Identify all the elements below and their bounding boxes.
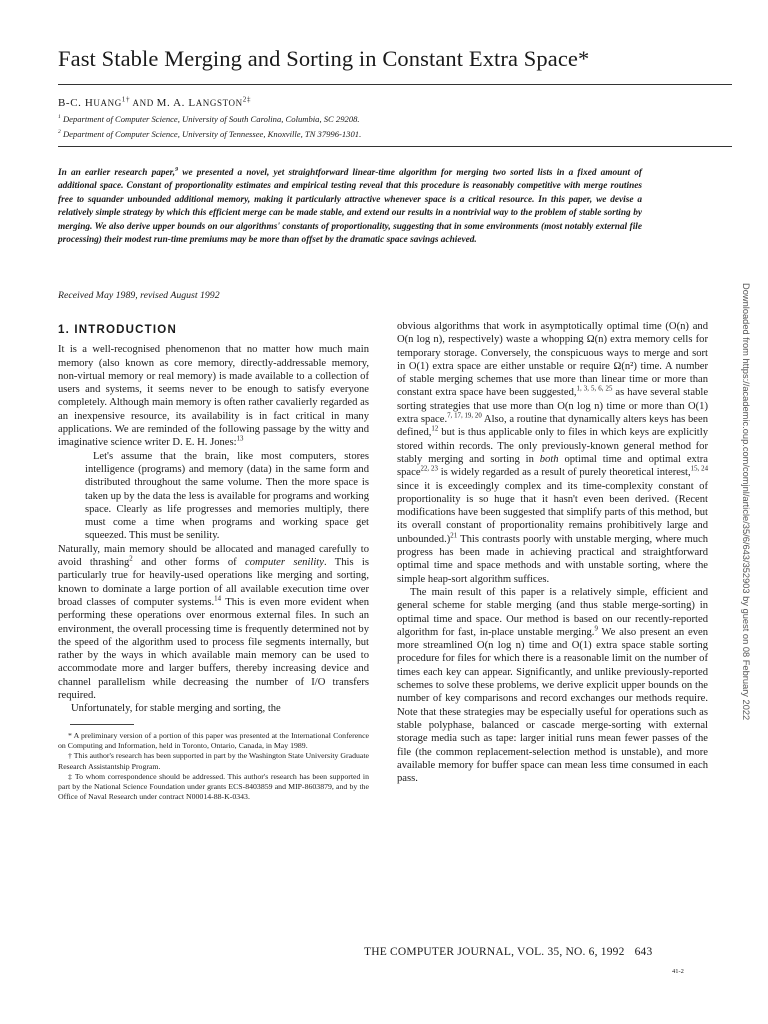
intro-p1-text: It is a well-recognised phenomenon that no matter how much main memory (also known as core memory, directly-addressable memory, non-virtual memory or real memory) is made available to a collection of users and systems, it seems never to be enough to satisfy everyone completely. Although main memory is often rather cavalierly regarded as an inexpensive resource, its availability is in fact critical in many applications. We are reminded of the following passage by the witty and imaginative science writer D. E. H. Jones: (58, 344, 369, 449)
footnote-2: † This author's research has been supported in part by the Washington State University Graduate Research Assistantship Program. (58, 751, 369, 771)
affiliation-1-text: Department of Computer Science, University of South Carolina, Columbia, SC 29208. (60, 114, 360, 124)
right-p2-text-1: The main result of this paper is a relatively simple, efficient and general scheme for stable merging (and thus stable merge-sorting) in optimal time and space. Our method is based on our recently-reported algorithm for fast, in-place unstable merging. (397, 586, 708, 638)
intro-paragraph-1 (58, 343, 369, 449)
title-rule (58, 84, 732, 85)
right-p1-ref-2: 7, 17, 19, 20 (447, 412, 482, 420)
footnote-1: * A preliminary version of a portion of this paper was presented at the International Conference on Computing and Information, held in Toronto, Ontario, Canada, in May 1989. (58, 730, 369, 750)
abstract-text-2: we presented a novel, yet straightforward linear-time algorithm for merging two sorted lists in a fixed amount of additional space. Constant of proportionality estimates and empirical testing reveal that this procedure is reasonably competitive with merge routines free to squander unbounded additional memory, making it particularly attractive whenever space is a critical resource. In this paper, we devise a relatively simple strategy by which this efficient merge can be made stable, and extend our results in a nontrivial way to the problem of stable sorting by merging. We also derive upper bounds on our algorithms' constants of proportionality, suggesting that in some environments (most notably external file processing) their modest run-time premiums may be more than offset by the dramatic space savings achieved. (58, 168, 642, 246)
author-1-marks: 1† (121, 95, 131, 104)
right-p1-text-2: as have several stable sorting strategies that use more than O(n log n) time or more than O(1) extra space. (397, 387, 709, 426)
intro-p2-text-b: and other forms of (132, 557, 245, 569)
right-p1-ref-1: 1, 3, 5, 6, 25 (576, 385, 613, 393)
right-paragraph-1 (397, 320, 708, 586)
right-p1-text-5: optimal time and optimal extra space (397, 453, 708, 479)
print-code: 41-2 (672, 968, 684, 975)
right-paragraph-2 (397, 586, 708, 785)
abstract (58, 167, 642, 247)
author-1-surname: UANG (93, 98, 122, 108)
right-p1-ref-4: 22, 23 (420, 465, 438, 473)
block-quote (85, 450, 369, 543)
right-p1-ref-5: 15, 24 (690, 465, 709, 473)
right-p1-text-3: Also, a routine that dynamically alters keys has been defined, (397, 414, 708, 439)
section-heading: 1. INTRODUCTION (58, 324, 177, 336)
intro-p2-italic: computer senility (245, 557, 324, 569)
author-2-surname: ANGSTON (195, 98, 243, 108)
intro-p2-text-d: This is even more evident when performing these operations over enormous external files. In such an environment, the overall processing time is frequently determined not by the speed of the algorithm used to process file segments internally, but rather by the ways in which available main memory can be used to accommodate more and larger buffers, thereby increasing device and channel parallelism while decreasing the number of I/O transfers required. (58, 596, 369, 702)
right-p1-italic: both (539, 453, 559, 465)
intro-p1-ref: 13 (236, 435, 244, 443)
intro-p2-ref-2: 14 (214, 595, 222, 603)
right-p1-text-1: obvious algorithms that work in asymptotically optimal time (O(n) and O(n log n), respectively) waste a whopping Ω(n) extra memory cells for temporary storage. Conversely, the conspicuous ways to merge and sort in O(1) extra space are either unstable or require Ω(n²) time. A number of stable merging schemes that use more than linear time or more than constant extra space have been suggested, (397, 321, 708, 399)
download-notice[interactable]: Downloaded from https://academic.oup.com/comjnl/article/35/6/643/352903 by guest on 08 February 2022 (741, 283, 751, 721)
footnote-rule (70, 724, 134, 725)
right-p1-text-4: but is thus applicable only to files in which keys are explicitly stored within records. The only previously-known general method for stably merging and sorting in (397, 427, 708, 465)
intro-paragraph-3: Unfortunately, for stable merging and sorting, the (71, 703, 281, 715)
right-p1-text-7: since it is exceedingly complex and its time-complexity constant of proportionality is so huge that it hasn't even been derived. (Recent modifications have been suggested that simplify parts of this method, but its overall constant of proportionality remains prohibitively large and unbounded.) (397, 480, 708, 545)
author-2-marks: 2‡ (242, 95, 252, 104)
right-p1-ref-3: 12 (431, 425, 439, 433)
author-and: AND (130, 98, 157, 108)
right-p2-ref: 9 (594, 625, 598, 633)
abstract-text-1: In an earlier research paper, (58, 168, 176, 178)
author-2-initials: M. A. L (156, 97, 196, 109)
journal-citation: THE COMPUTER JOURNAL, VOL. 35, NO. 6, 1992 (364, 946, 625, 958)
affiliation-2-mark: 2 (58, 129, 61, 136)
right-p1-text-8: This contrasts poorly with unstable merging, where much progress has been made in achieving practical and straightforward optimal time and space methods and with unstable sorting, where the simple heap-sort algorithm suffices. (397, 533, 708, 585)
author-1-initials: B-C. H (58, 97, 94, 109)
author-line (58, 97, 251, 109)
affiliation-1-mark: 1 (58, 114, 61, 121)
page-number: 643 (634, 946, 653, 958)
affiliation-2-text: Department of Computer Science, University of Tennessee, Knoxville, TN 37996-1301. (60, 129, 362, 139)
affiliation-1 (58, 114, 360, 124)
intro-p2-text-c: . This is particularly true for heavily-used operations like merging and sorting, known to dominate a large portion of all available execution time over broad classes of computer systems. (58, 557, 369, 608)
left-column (58, 320, 369, 803)
affiliation-rule (58, 146, 732, 147)
footnote-3: ‡ To whom correspondence should be addressed. This author's research has been supported in part by the National Science Foundation under grants ECS-8403859 and MIP-8603879, and by the Office of Naval Research under contract N00014-88-K-0343. (58, 771, 369, 802)
journal-footer (364, 946, 652, 958)
right-p1-ref-6: 21 (450, 532, 458, 540)
right-p1-text-6: is widely regarded as a result of purely theoretical interest, (437, 467, 691, 479)
affiliation-2 (58, 129, 361, 139)
abstract-ref: 9 (175, 166, 179, 173)
intro-paragraph-2 (58, 543, 369, 703)
intro-p2-ref-1: 2 (129, 555, 133, 563)
right-p2-text-2: We also present an even more streamlined O(n log n) time and O(1) extra space stable sorting procedure for files for which there is a reasonable limit on the number of times each key can appear. Significantly, and unlike previously-reported schemes to solve these problems, we derive explicit upper bounds on the number of key comparisons and record exchanges our methods require. Note that these strategies may be especially useful for operations such as stable polyphase, balanced or cascade merge-sorting with external storage media such as tape: larger initial runs mean fewer passes of the file (the common replacement-selection method is unstable), and more available memory for buffer space can mean less time consumed in each pass. (397, 626, 708, 785)
right-column (397, 320, 708, 785)
received-date: Received May 1989, revised August 1992 (58, 290, 220, 301)
intro-p2-text-a: Naturally, main memory should be allocated and managed carefully to avoid thrashing (58, 543, 369, 569)
quote-text: Let's assume that the brain, like most computers, stores intelligence (programs) and memory (data) in the same form and distributed throughout the same volume. Then the more space is taken up by the data the less is available for programs and working space. Clearly as life progresses and memories multiply, there must come a time when programs and working space get squeezed. This must be senility. (85, 450, 369, 542)
paper-title: Fast Stable Merging and Sorting in Constant Extra Space* (58, 46, 590, 71)
